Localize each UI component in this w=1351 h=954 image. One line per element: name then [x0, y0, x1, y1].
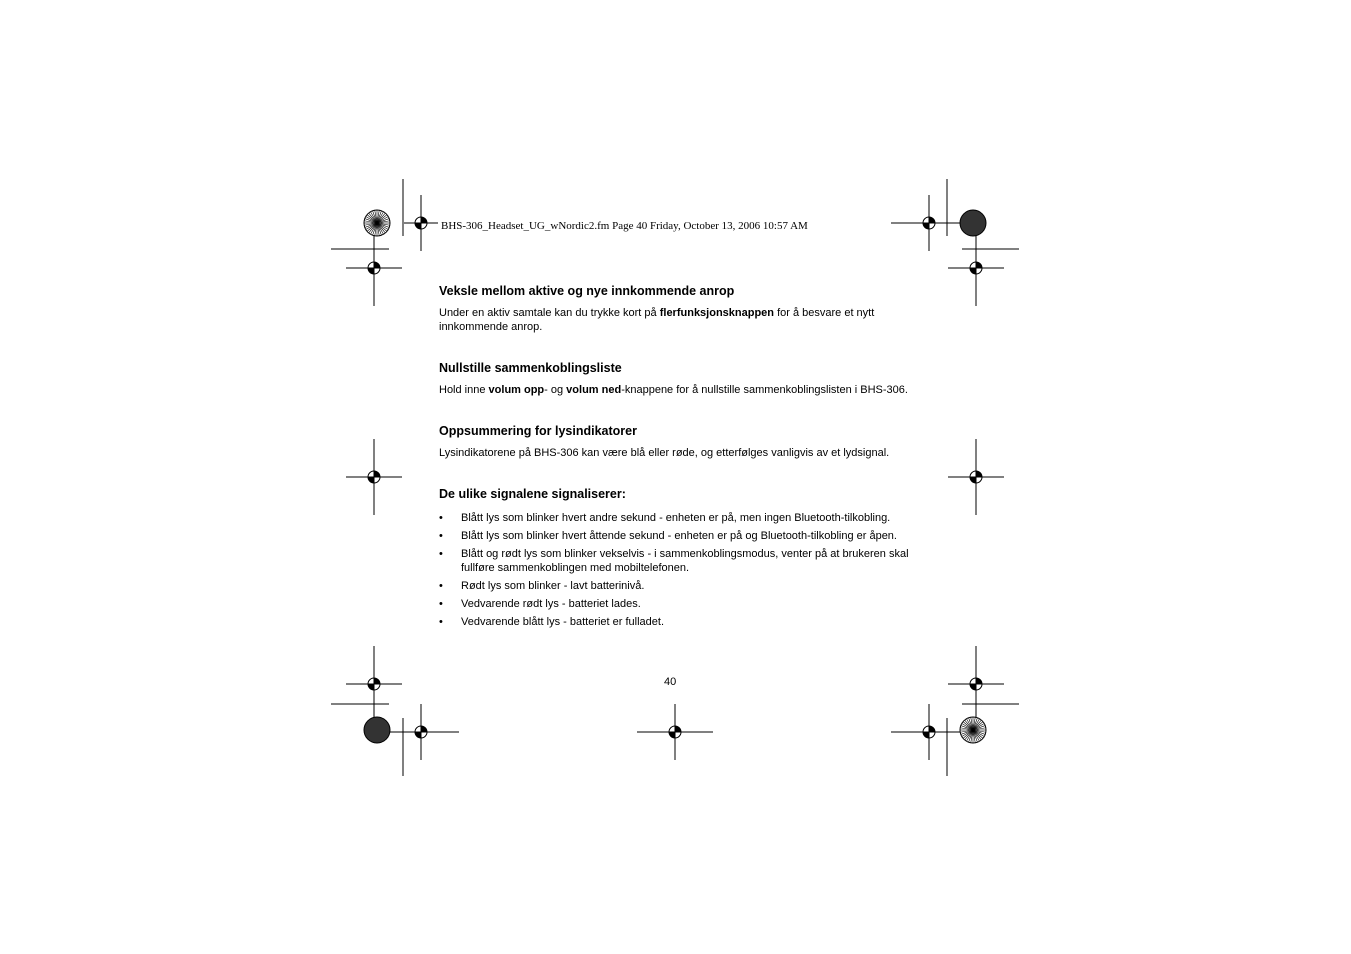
section-text-reset-pairing: Hold inne volum opp- og volum ned-knappene for å nullstille sammenkoblingslisten i BHS-306. [439, 384, 908, 396]
registration-fill [421, 217, 427, 223]
bullet-icon: • [439, 580, 443, 592]
signal-list [439, 511, 909, 629]
registration-fill [976, 678, 982, 684]
list-item: • Blått og rødt lys som blinker vekselvis - i sammenkoblingsmodus, venter på at brukeren skal fullføre sammenkoblingen med mobiltelefonen. [439, 548, 909, 574]
registration-fill [970, 684, 976, 690]
registration-fill [368, 268, 374, 274]
bullet-icon: • [439, 616, 443, 628]
section-text-switch-calls: Under en aktiv samtale kan du trykke kort på flerfunksjonsknappen for å besvare et nytt innkommende anrop. [439, 307, 875, 333]
color-target-icon [364, 717, 390, 743]
registration-fill [976, 262, 982, 268]
registration-fill [929, 217, 935, 223]
page-number: 40 [664, 676, 677, 688]
list-item: • Vedvarende blått lys - batteriet er fulladet. [439, 616, 665, 628]
list-item: • Blått lys som blinker hvert andre sekund - enheten er på, men ingen Bluetooth-tilkobling. [439, 512, 891, 524]
list-item: • Rødt lys som blinker - lavt batterinivå. [439, 580, 645, 592]
registration-fill [415, 732, 421, 738]
bullet-icon: • [439, 530, 443, 542]
registration-fill [923, 223, 929, 229]
registration-fill [976, 471, 982, 477]
section-heading-signals: De ulike signalene signaliserer: [439, 487, 626, 501]
registration-fill [923, 732, 929, 738]
registration-fill [675, 726, 681, 732]
bullet-icon: • [439, 512, 443, 524]
registration-fill [368, 684, 374, 690]
list-item: • Vedvarende rødt lys - batteriet lades. [439, 598, 641, 610]
registration-fill [374, 471, 380, 477]
print-slug: BHS-306_Headset_UG_wNordic2.fm Page 40 Friday, October 13, 2006 10:57 AM [441, 220, 808, 232]
registration-fill [929, 726, 935, 732]
bullet-icon: • [439, 598, 443, 610]
section-heading-indicator-summary: Oppsummering for lysindikatorer [439, 424, 637, 438]
list-item: • Blått lys som blinker hvert åttende sekund - enheten er på og Bluetooth-tilkobling er åpen. [439, 530, 897, 542]
section-text-indicator-summary: Lysindikatorene på BHS-306 kan være blå eller røde, og etterfølges vanligvis av et lydsignal. [439, 447, 890, 459]
registration-fill [970, 268, 976, 274]
page-content [439, 283, 909, 629]
registration-fill [669, 732, 675, 738]
registration-fill [970, 477, 976, 483]
section-heading-switch-calls: Veksle mellom aktive og nye innkommende anrop [439, 284, 735, 298]
registration-fill [374, 262, 380, 268]
section-heading-reset-pairing: Nullstille sammenkoblingsliste [439, 361, 622, 375]
registration-fill [368, 477, 374, 483]
color-target-icon [960, 210, 986, 236]
registration-fill [421, 726, 427, 732]
registration-fill [415, 223, 421, 229]
registration-fill [374, 678, 380, 684]
bullet-icon: • [439, 548, 443, 560]
